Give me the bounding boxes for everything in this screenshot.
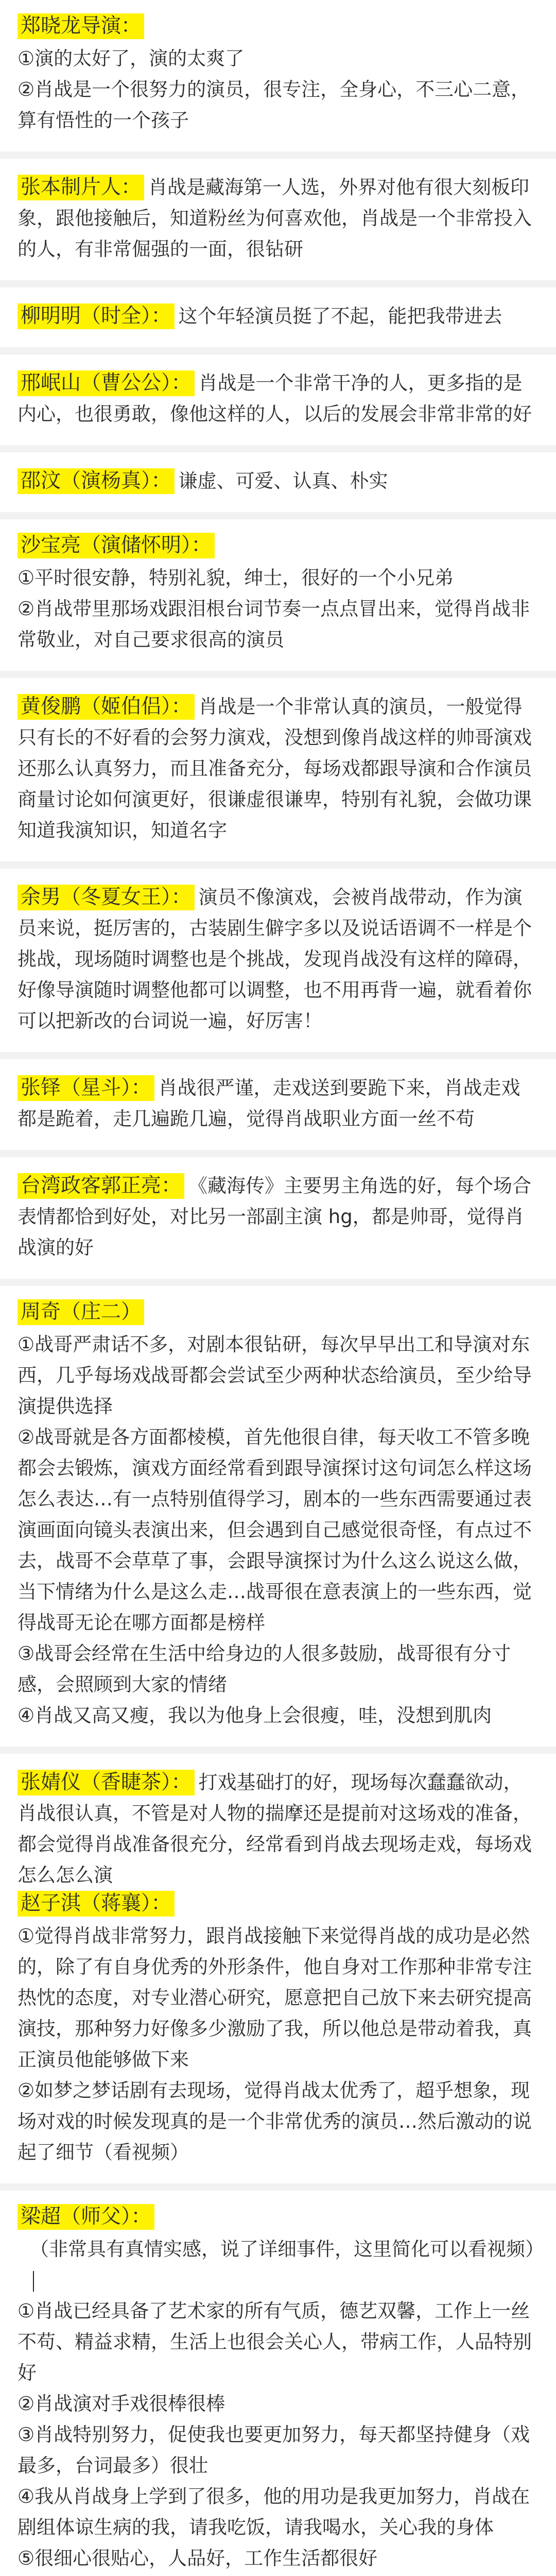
block-5-speaker-name: 邵汶（演杨真）：: [18, 468, 175, 494]
block-6-speaker-name: 沙宝亮（演储怀明）：: [18, 533, 215, 558]
block-12-sub-line-1: ①觉得肖战非常努力，跟肖战接触下来觉得肖战的成功是必然的，除了有自身优秀的外形条件，他自身对工作那种非常专注热忱的态度，对专业潜心研究，愿意把自己放下来去研究提高演技，那种努力好像多少激励了我，所以他总是带动着我，真正演员他能够做下来: [18, 1925, 532, 2071]
block-12-sub-speaker-name: 赵子淇（蒋襄）：: [18, 1891, 175, 1917]
block-4-comment-text: 肖战是一个非常干净的人，更多指的是内心，也很勇敢，像他这样的人，以后的发展会非常非常的好: [18, 372, 532, 425]
block-1-speaker-name: 郑晓龙导演：: [18, 13, 144, 39]
block-2-comment-text: 肖战是藏海第一人选，外界对他有很大刻板印象，跟他接触后，知道粉丝为何喜欢他，肖战是一个非常投入的人，有非常倔强的一面，很钻研: [18, 176, 532, 260]
block-12-comment-text: 打戏基础打的好，现场每次蠢蠢欲动，肖战很认真，不管是对人物的揣摩还是提前对这场戏的准备，都会觉得肖战准备很充分，经常看到肖战去现场走戏，每场戏怎么怎么演: [18, 1771, 532, 1886]
block-6-line-1: ①平时很安静，特别礼貌，绅士，很好的一个小兄弟: [18, 567, 454, 589]
block-5-inline-row: [18, 466, 538, 497]
comment-block-10: [0, 1157, 556, 1286]
block-13-line-2: ②肖战演对手戏很棒很棒: [18, 2393, 225, 2415]
block-9-comment-text: 肖战很严谨，走戏送到要跪下来，肖战走戏都是跪着，走几遍跪几遍，觉得肖战职业方面一丝不苟: [18, 1077, 520, 1130]
block-13-line-4: ④我从肖战身上学到了很多，他的用功是我更加努力，肖战在剧组体谅生病的我，请我吃饭，请我喝水，关心我的身体: [18, 2485, 530, 2538]
block-13-line-6: [18, 2574, 538, 2576]
block-11-speaker-name: 周奇（庄二）: [18, 1299, 144, 1325]
comment-block-11: [0, 1286, 556, 1754]
comment-block-2: [0, 159, 556, 287]
block-1-line-2: ②肖战是一个很努力的演员，很专注，全身心，不三心二意，算有悟性的一个孩子: [18, 78, 530, 131]
block-10-inline-row: [18, 1171, 538, 1263]
block-3-inline-row: [18, 301, 538, 332]
block-11-line-1: ①战哥严肃话不多，对剧本很钻研，每次早早出工和导演对东西，几乎每场戏战哥都会尝试至少两种状态给演员，至少给导演提供选择: [18, 1333, 532, 1417]
comment-block-13: [0, 2191, 556, 2576]
comment-block-5: [0, 452, 556, 519]
block-9-speaker-name: 张铎（星斗）：: [18, 1075, 154, 1101]
block-13-line-5: ⑤很细心很贴心，人品好，工作生活都很好: [18, 2547, 378, 2569]
block-8-inline-row: [18, 882, 538, 1037]
block-12-speaker-name: 张婧仪（香睫茶）：: [18, 1770, 195, 1795]
comment-block-12: [0, 1754, 556, 2191]
comment-block-8: [0, 869, 556, 1059]
comment-block-4: [0, 354, 556, 452]
block-13-note: （非常具有真情实感，说了详细事件，这里简化可以看视频）: [18, 2234, 538, 2296]
block-3-comment-text: 这个年轻演员挺了不起，能把我带进去: [178, 305, 502, 327]
block-11-line-3: ③战哥会经常在生活中给身边的人很多鼓励，战哥很有分寸感，会照顾到大家的情绪: [18, 1642, 511, 1696]
block-10-comment-text: 《藏海传》主要男主角选的好，每个场合表情都恰到好处，对比另一部副主演 hg，都是帅哥，觉得肖战演的好: [18, 1175, 532, 1259]
text-cursor-icon: [33, 2271, 34, 2292]
block-10-speaker-name: 台湾政客郭正亮：: [18, 1173, 184, 1199]
block-4-inline-row: [18, 368, 538, 430]
block-1-line-1: ①演的太好了，演的太爽了: [18, 47, 245, 70]
block-12-sub-line-2: ②如梦之梦话剧有去现场，觉得肖战太优秀了，超乎想象，现场对戏的时候发现真的是一个非常优秀的演员…然后激动的说起了细节（看视频）: [18, 2079, 532, 2163]
block-2-inline-row: [18, 172, 538, 265]
block-8-speaker-name: 余男（冬夏女王）：: [18, 885, 195, 910]
block-3-speaker-name: 柳明明（时全）：: [18, 303, 175, 329]
block-6-line-2: ②肖战带里那场戏跟泪根台词节奏一点点冒出来，觉得肖战非常敬业，对自己要求很高的演员: [18, 598, 530, 651]
block-11-line-4: ④肖战又高又瘦，我以为他身上会很瘦，哇，没想到肌肉: [18, 1704, 492, 1726]
block-13-line-3: ③肖战特别努力，促使我也要更加努力，每天都坚持健身（戏最多，台词最多）很壮: [18, 2424, 530, 2477]
block-4-speaker-name: 邢岷山（曹公公）：: [18, 370, 195, 396]
block-2-speaker-name: 张本制片人：: [18, 175, 144, 200]
block-12-inline-row: [18, 1767, 538, 1891]
comment-block-3: [0, 287, 556, 354]
comment-block-6: [0, 519, 556, 678]
comment-block-9: [0, 1059, 556, 1157]
block-7-speaker-name: 黄俊鹏（姬伯侣）：: [18, 694, 195, 720]
block-13-speaker-name: 梁超（师父）：: [18, 2204, 154, 2230]
block-8-comment-text: 演员不像演戏，会被肖战带动，作为演员来说，挺厉害的，古装剧生僻字多以及说话语调不一样是个挑战，现场随时调整也是个挑战，发现肖战没有这样的障碍，好像导演随时调整他都可以调整，也不用再背一遍，就看着你可以把新改的台词说一遍，好厉害！: [18, 886, 532, 1032]
block-7-comment-text: 肖战是一个非常认真的演员，一般觉得只有长的不好看的会努力演戏，没想到像肖战这样的帅哥演戏还那么认真努力，而且准备充分，每场戏都跟导演和合作演员商量讨论如何演更好，很谦虚很谦卑，特别有礼貌，会做功课知道我演知识，知道名字: [18, 696, 532, 841]
block-5-comment-text: 谦虚、可爱、认真、朴实: [178, 470, 388, 492]
block-9-inline-row: [18, 1073, 538, 1134]
block-11-line-2: ②战哥就是各方面都棱模，首先他很自律，每天收工不管多晚都会去锻炼，演戏方面经常看到跟导演探讨这句词怎么样这场怎么表达…有一点特别值得学习，剧本的一些东西需要通过表演画面向镜头表演出来，但会遇到自己感觉很奇怪，有点过不去，战哥不会草草了事，会跟导演探讨为什么这么说这么做，当下情绪为什么是这么走…战哥很在意表演上的一些东西，觉得战哥无论在哪方面都是榜样: [18, 1426, 532, 1634]
comment-block-1: [0, 0, 556, 159]
block-13-line-1: ①肖战已经具备了艺术家的所有气质，德艺双馨，工作上一丝不苟、精益求精，生活上也很会关心人，带病工作，人品特别好: [18, 2300, 532, 2384]
block-7-inline-row: [18, 691, 538, 846]
comment-block-7: [0, 678, 556, 869]
